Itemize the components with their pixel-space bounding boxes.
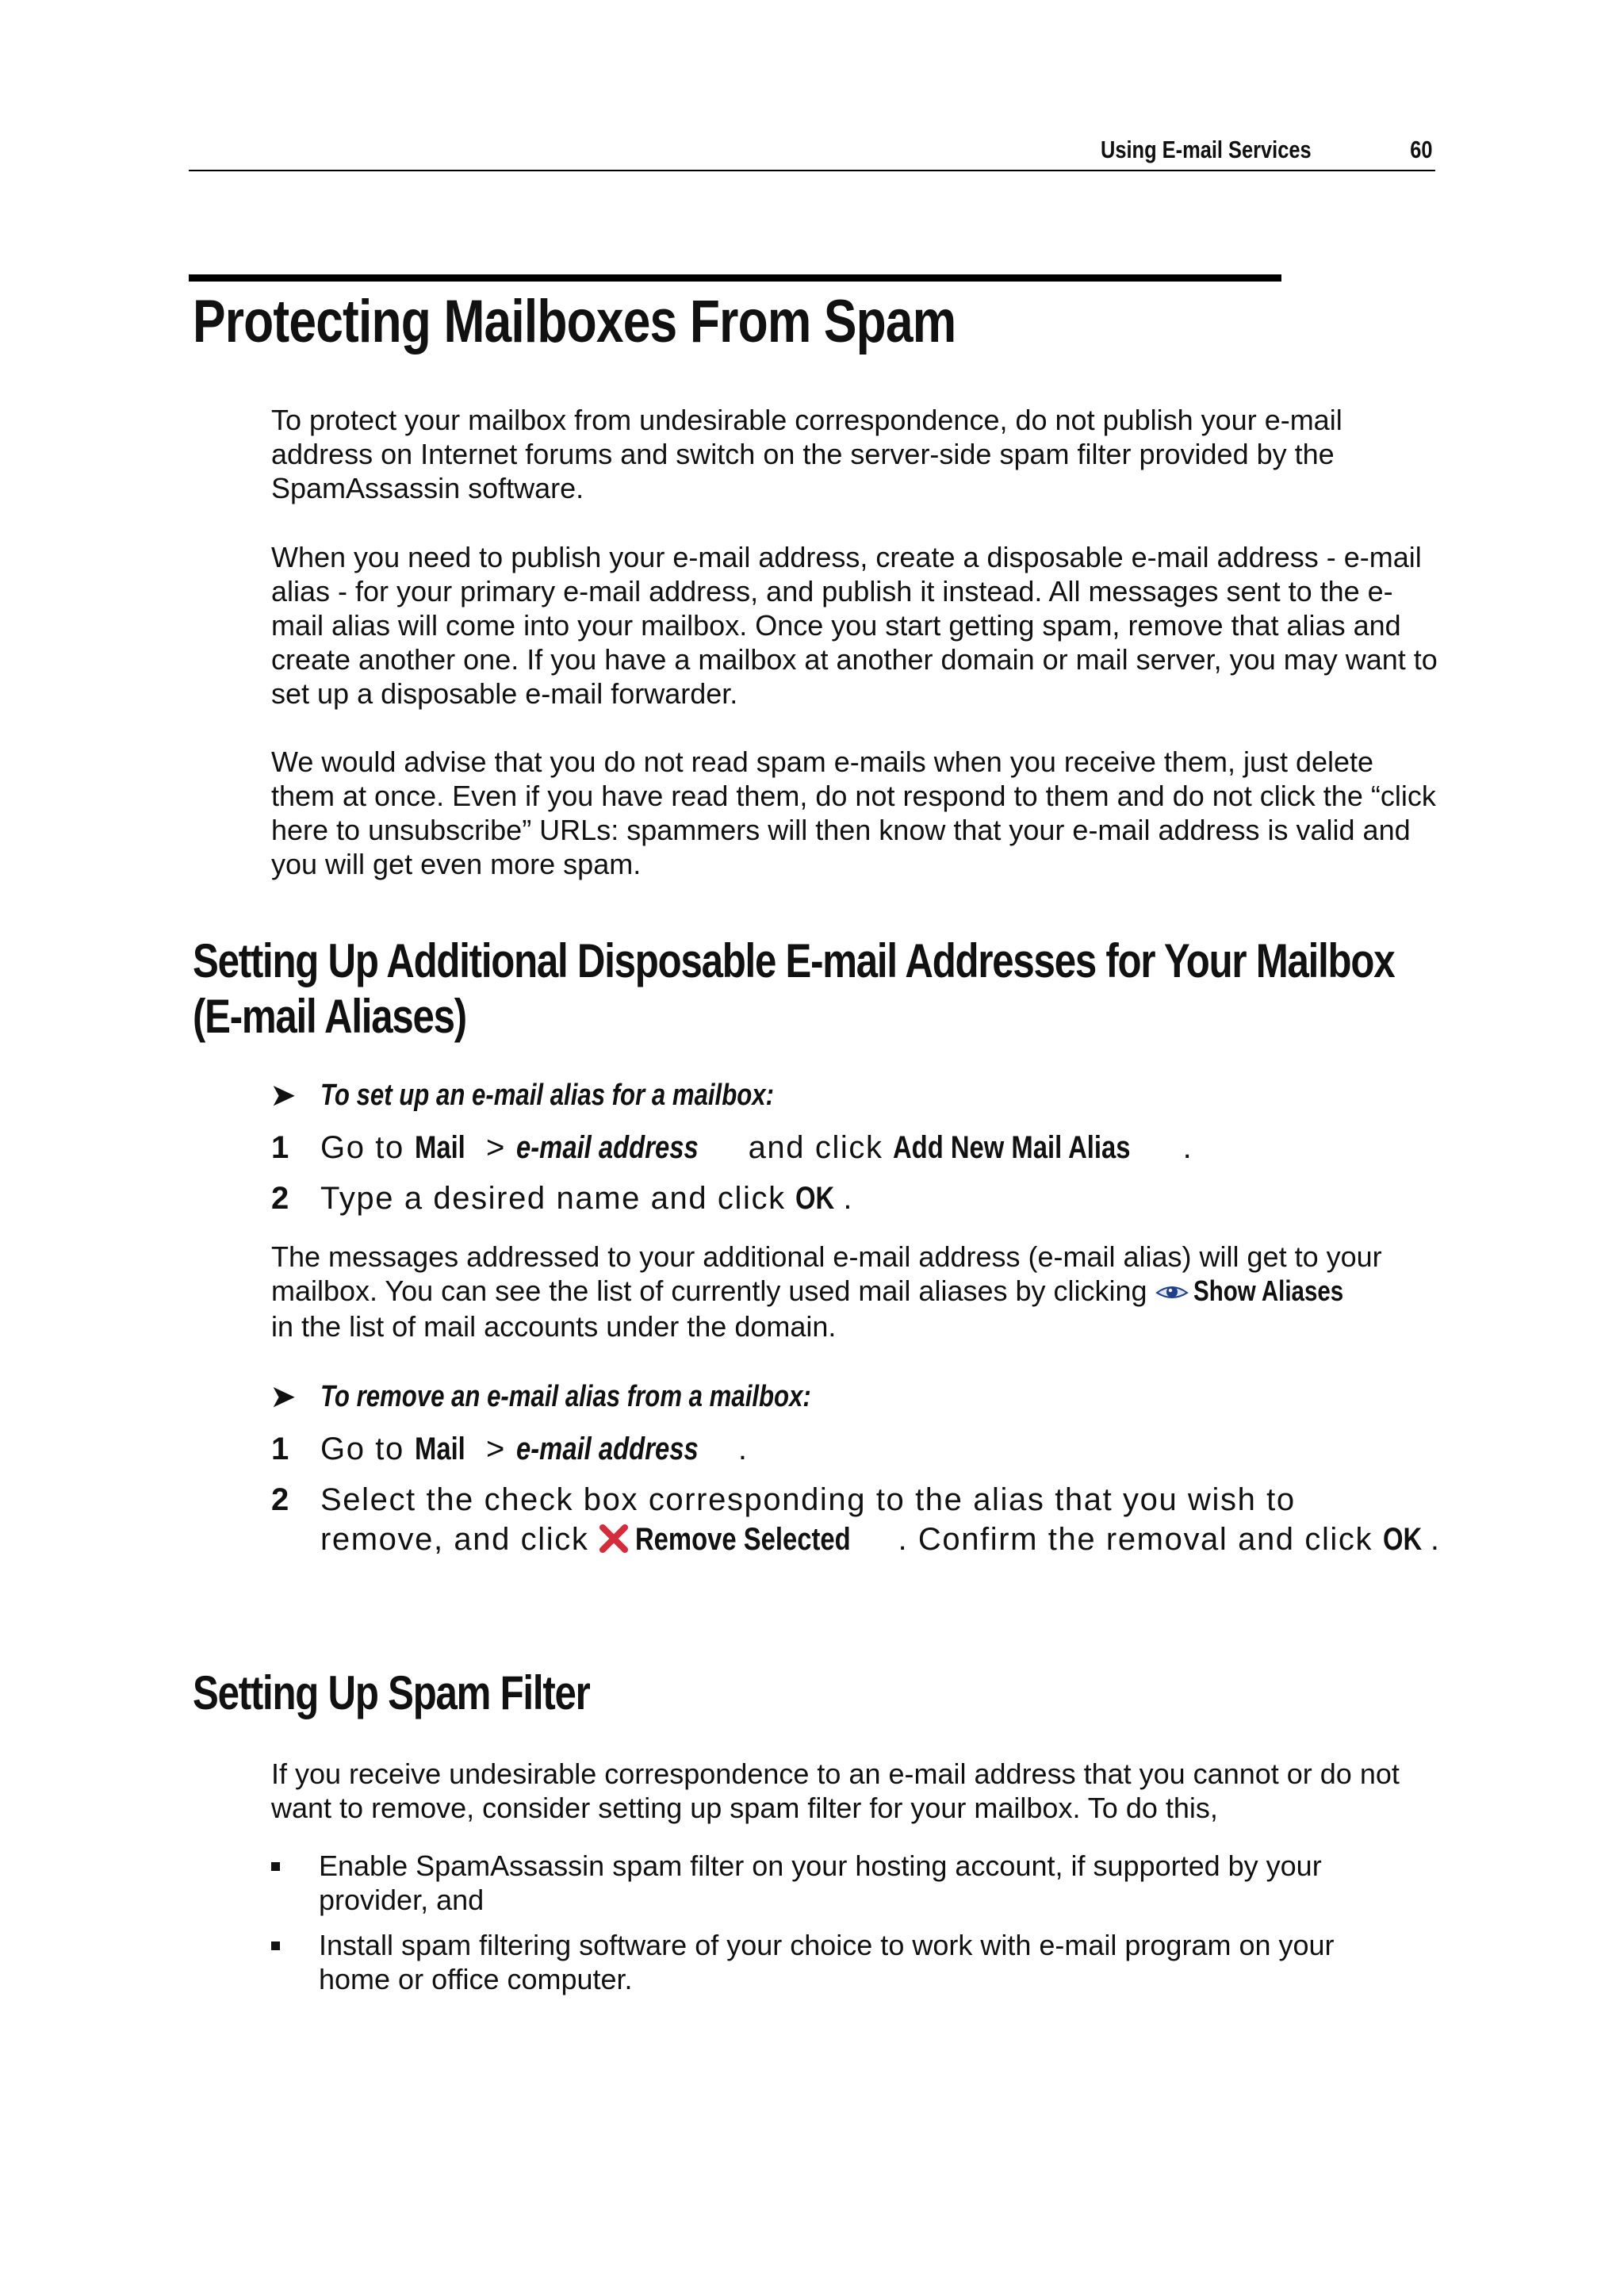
remove-step-1: 1 Go to Mail > e-mail address .: [271, 1429, 1461, 1469]
procedure-remove-alias: [271, 1380, 919, 1414]
section-heading-aliases-line2: (E-mail Aliases): [193, 990, 466, 1043]
list-item: Enable SpamAssassin spam filter on your hosting account, if supported by your provider, and: [271, 1849, 1413, 1917]
eye-icon: [1155, 1275, 1189, 1309]
section-heading-aliases: [193, 933, 1394, 1045]
step-number: 2: [271, 1482, 289, 1517]
procedure-add-alias: [271, 1079, 874, 1113]
step-number: 1: [271, 1130, 289, 1165]
section-heading-spam-filter: Setting Up Spam Filter: [193, 1666, 590, 1719]
remove-step-2: 2 Select the check box corresponding to the alias that you wish to remove, and click Remove Selected . Confirm the removal and click OK .: [271, 1480, 1461, 1562]
add-new-mail-alias-label: Add New Mail Alias: [893, 1130, 1131, 1165]
menu-email-address: e-mail address: [515, 1432, 699, 1466]
step-number: 2: [271, 1181, 289, 1216]
menu-mail: Mail: [414, 1432, 465, 1466]
section-heading-aliases-line1: Setting Up Additional Disposable E-mail Addresses for Your Mailbox: [193, 934, 1395, 987]
ok-label: OK: [1382, 1522, 1423, 1557]
intro-paragraph-3: We would advise that you do not read spam e-mails when you receive them, just delete them at once. Even if you have read them, do not respond to them and do not click the “click here to unsubscribe” URLs: spammers will then know that your e-mail address is valid and you will get even more spam.: [271, 746, 1436, 880]
intro-paragraph-2: When you need to publish your e-mail address, create a disposable e-mail address - e-mail alias - for your primary e-mail address, and publish it instead. All messages sent to the e-mail alias will come into your mailbox. Once you start getting spam, remove that alias and create another one. If you have a mailbox at another domain or mail server, you may want to set up a disposable e-mail forwarder.: [271, 541, 1438, 710]
page-number: 60: [1409, 136, 1432, 163]
show-aliases-label: Show Aliases: [1193, 1274, 1343, 1307]
square-bullet-icon: [271, 1862, 280, 1871]
title-rule: [189, 274, 1281, 282]
step-number: 1: [271, 1432, 289, 1466]
remove-x-icon: [599, 1523, 629, 1562]
procedure-remove-label: To remove an e-mail alias from a mailbox:: [320, 1380, 811, 1413]
procedure-add-label: To set up an e-mail alias for a mailbox:: [320, 1079, 774, 1112]
square-bullet-icon: [271, 1941, 280, 1950]
page-title: Protecting Mailboxes From Spam: [193, 288, 956, 355]
ok-label: OK: [795, 1181, 835, 1216]
spam-filter-paragraph: If you receive undesirable correspondence to an e-mail address that you cannot or do not want to remove, consider setting up spam filter for your mailbox. To do this,: [271, 1757, 1400, 1824]
menu-email-address: e-mail address: [515, 1130, 699, 1165]
list-item: Install spam filtering software of your choice to work with e-mail program on your home or office computer.: [271, 1928, 1413, 1996]
aliases-note: The messages addressed to your additional e-mail address (e-mail alias) will get to your mailbox. You can see the list of currently used mail aliases by clicking Show Aliases in the list of mail accounts under the domain.: [271, 1240, 1382, 1343]
remove-selected-label: Remove Selected: [635, 1522, 851, 1557]
menu-mail: Mail: [414, 1130, 465, 1165]
running-header: [189, 133, 1435, 171]
chapter-title: Using E-mail Services: [1101, 136, 1312, 163]
add-step-1: 1 Go to Mail > e-mail address and click Add New Mail Alias .: [271, 1128, 1461, 1167]
arrow-bullet-icon: ➤: [271, 1079, 296, 1111]
arrow-bullet-icon: ➤: [271, 1380, 296, 1412]
add-step-2: 2 Type a desired name and click OK .: [271, 1179, 1461, 1218]
intro-paragraph-1: To protect your mailbox from undesirable correspondence, do not publish your e-mail address on Internet forums and switch on the server-side spam filter provided by the SpamAssassin software.: [271, 404, 1342, 504]
